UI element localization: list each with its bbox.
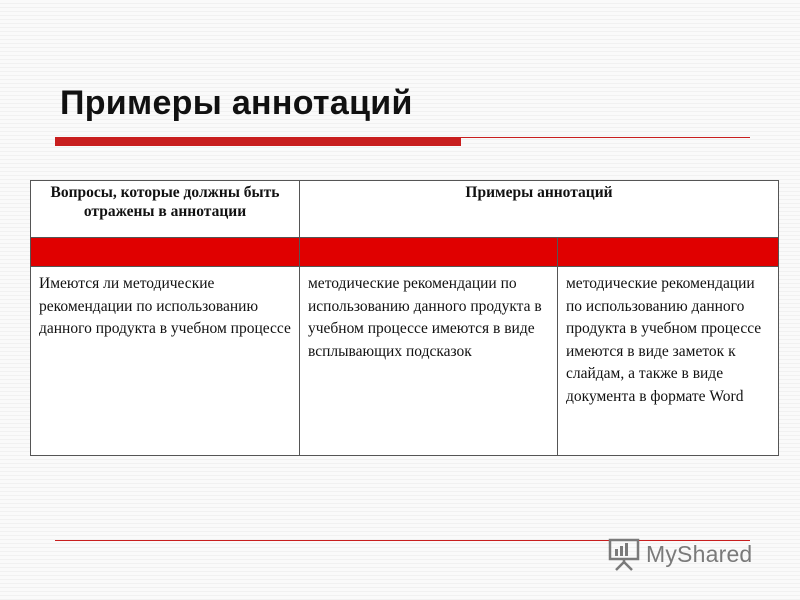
myshared-logo-text: MyShared (646, 540, 753, 567)
cell-question: Имеются ли методические рекомендации по использованию данного продукта в учебном процессе (31, 267, 300, 456)
myshared-logo[interactable] (608, 537, 752, 571)
title-underline-bar (55, 138, 461, 146)
header-examples: Примеры аннотаций (300, 181, 779, 238)
slide-title: Примеры аннотаций (60, 84, 413, 122)
cell-example-1: методические рекомендации по использованию данного продукта в учебном процессе имеются в виде всплывающих подсказок (300, 267, 558, 456)
presentation-board-icon (608, 537, 640, 571)
cell-example-2: методические рекомендации по использованию данного продукта в учебном процессе имеются в виде заметок к слайдам, а также в виде документа в формате Word (558, 267, 779, 456)
annotation-table (30, 180, 779, 456)
table-red-band (31, 238, 779, 267)
table-row (31, 267, 779, 456)
table-header-row (31, 181, 779, 238)
red-band-cell (558, 238, 779, 267)
red-band-cell (31, 238, 300, 267)
header-questions: Вопросы, которые должны быть отражены в аннотации (31, 181, 300, 238)
red-band-cell (300, 238, 558, 267)
